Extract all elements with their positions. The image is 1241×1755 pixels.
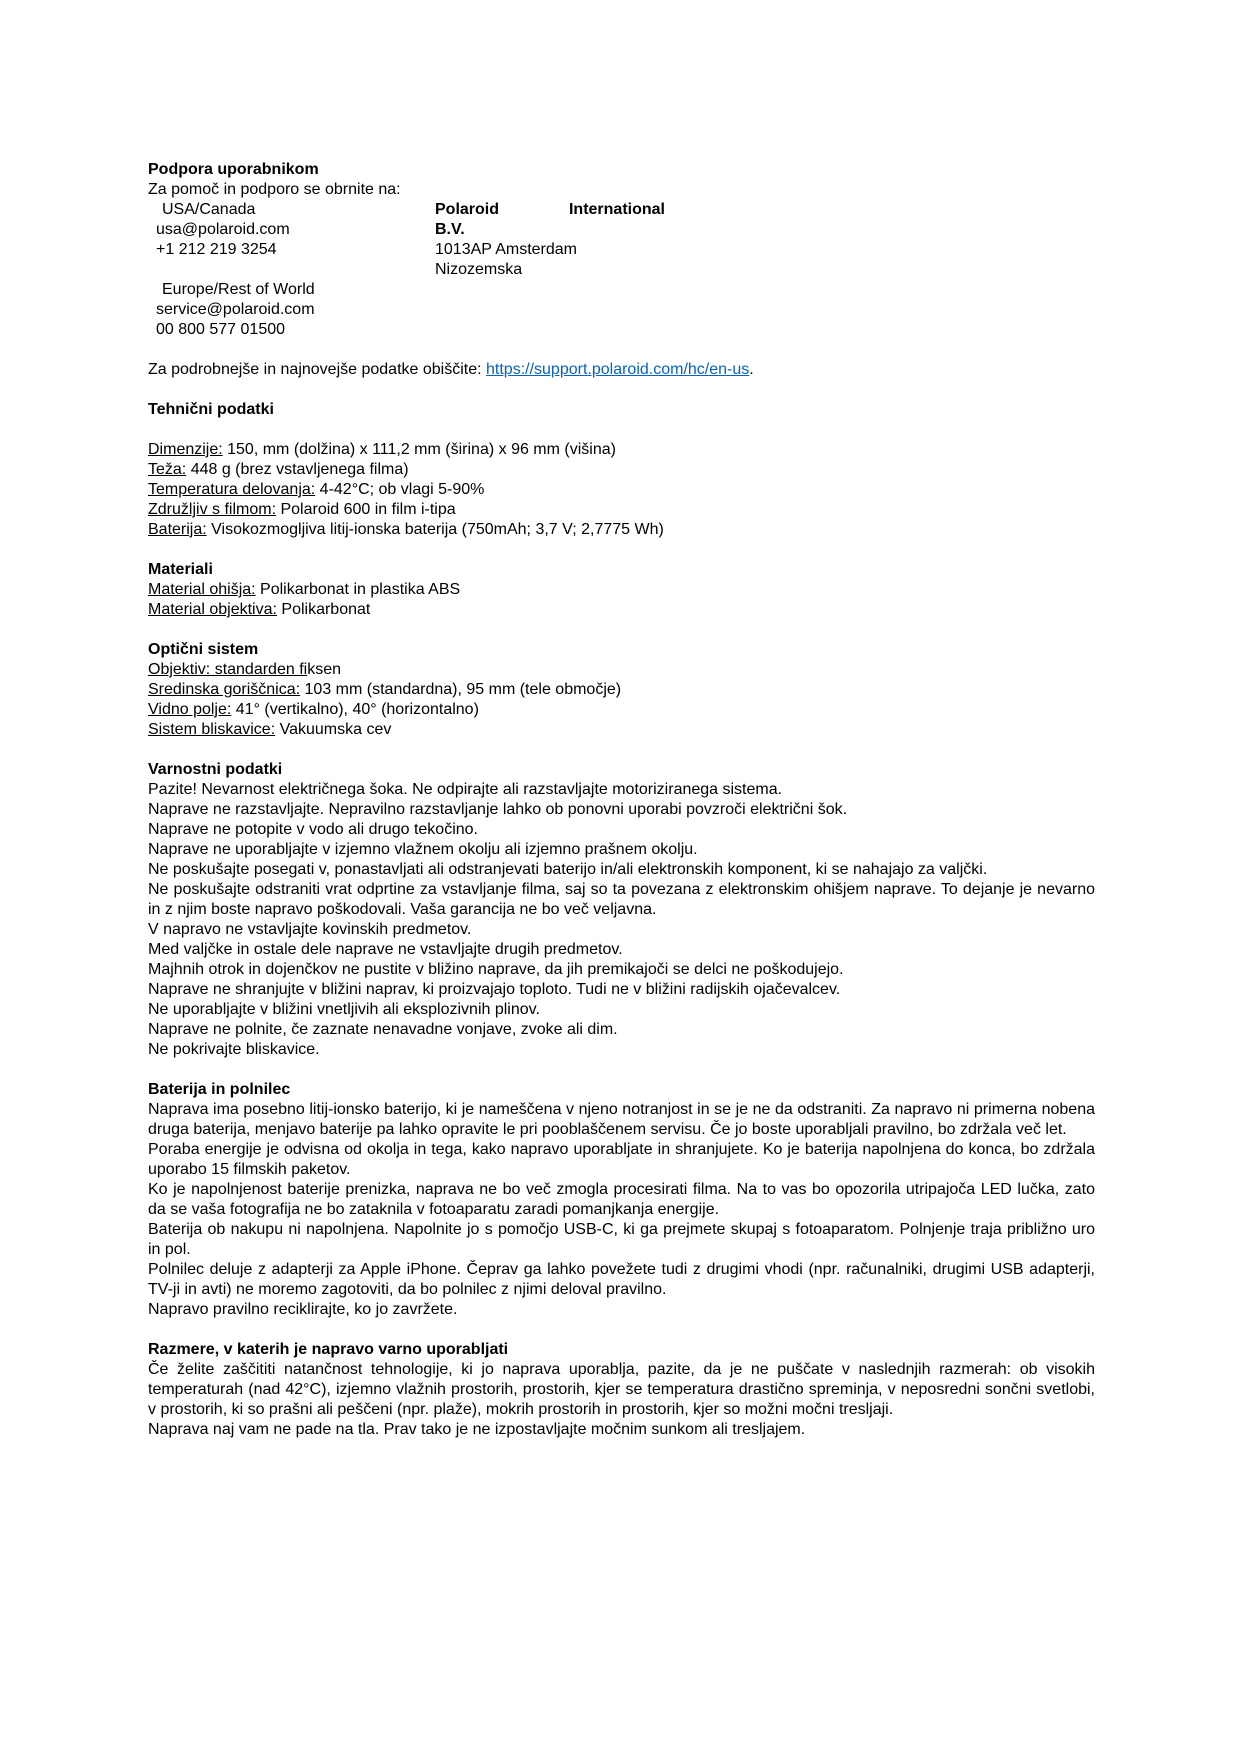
materials-heading: Materiali [148, 561, 213, 578]
support-url-link[interactable]: https://support.polaroid.com/hc/en-us [486, 361, 750, 378]
spec-line [148, 500, 1095, 520]
spec-value: Polikarbonat in plastika ABS [255, 581, 461, 598]
contact-region-europe: Europe/Rest of World [162, 281, 315, 298]
spec-line [148, 680, 1095, 700]
section-safety [148, 760, 1095, 1060]
contact-phone-europe: 00 800 577 01500 [156, 321, 286, 338]
spec-line [148, 720, 1095, 740]
conditions-paragraph: Naprava naj vam ne pade na tla. Prav tako je ne izpostavljajte močnim sunkom ali tresljajem. [148, 1421, 806, 1438]
section-conditions [148, 1340, 1095, 1440]
spec-line [148, 600, 1095, 620]
spec-value: Visokozmogljiva litij-ionska baterija (750mAh; 3,7 V; 2,7775 Wh) [206, 521, 664, 538]
conditions-paragraph: Če želite zaščititi natančnost tehnologije, ki jo naprava uporablja, pazite, da je ne puščate v naslednjih razmerah: ob visokih temperaturah (nad 42°C), izjemno vlažnih prostorih, prostorih, kjer se temperatura drastično spreminja, v neposredni sončni svetlobi, v prostorih, ki so prašni ali peščeni (npr. plaže), mokrih prostorih in prostorih, kjer so možni močni tresljaji. [148, 1361, 1095, 1418]
spec-value: 150, mm (dolžina) x 111,2 mm (širina) x 96 mm (višina) [222, 441, 616, 458]
contact-column-left [148, 200, 435, 340]
spec-value: Polikarbonat [276, 601, 371, 618]
spec-label: Teža: [148, 461, 187, 478]
safety-line: Med valjčke in ostale dele naprave ne vstavljajte drugih predmetov. [148, 941, 623, 958]
spec-value: 4-42°C; ob vlagi 5-90% [315, 481, 485, 498]
safety-line: Ne uporabljajte v bližini vnetljivih ali eksplozivnih plinov. [148, 1001, 540, 1018]
contact-region-usa: USA/Canada [162, 201, 256, 218]
section-tech [148, 400, 1095, 540]
spec-value: 41° (vertikalno), 40° (horizontalno) [231, 701, 479, 718]
safety-line: Ne pokrivajte bliskavice. [148, 1041, 320, 1058]
spec-label: Objektiv: standarden fi [148, 661, 308, 678]
support-intro: Za pomoč in podporo se obrnite na: [148, 181, 401, 198]
battery-paragraph: Baterija ob nakupu ni napolnjena. Napolnite jo s pomočjo USB-C, ki ga prejmete skupaj s fotoaparatom. Polnjenje traja približno uro in pol. [148, 1221, 1095, 1258]
spec-value: Vakuumska cev [275, 721, 392, 738]
more-info-prefix: Za podrobnejše in najnovejše podatke obiščite: [148, 361, 486, 378]
conditions-heading: Razmere, v katerih je napravo varno uporabljati [148, 1341, 509, 1358]
contact-table [148, 200, 1095, 340]
company-address-line2: Nizozemska [435, 261, 523, 278]
safety-line: Naprave ne shranjujte v bližini naprav, ki proizvajajo toploto. Tudi ne v bližini radijskih ojačevalcev. [148, 981, 841, 998]
spec-line [148, 520, 1095, 540]
contact-email-europe: service@polaroid.com [156, 301, 315, 318]
company-address-line1: 1013AP Amsterdam [435, 241, 578, 258]
spec-line [148, 440, 1095, 460]
safety-line: Majhnih otrok in dojenčkov ne pustite v bližino naprave, da jih premikajoči se delci ne poškodujejo. [148, 961, 844, 978]
safety-line: Naprave ne polnite, če zaznate nenavadne vonjave, zvoke ali dim. [148, 1021, 618, 1038]
section-support [148, 160, 1095, 380]
safety-line: Ne poskušajte odstraniti vrat odprtine za vstavljanje filma, saj so ta povezana z elektronskim ohišjem naprave. To dejanje je nevarno in z njim boste napravo poškodovali. Vaša garancija ne bo več veljavna. [148, 881, 1095, 918]
contact-phone-usa: +1 212 219 3254 [156, 241, 277, 258]
spec-label: Sistem bliskavice: [148, 721, 276, 738]
safety-line: Naprave ne potopite v vodo ali drugo tekočino. [148, 821, 478, 838]
battery-paragraph: Naprava ima posebno litij-ionsko baterijo, ki je nameščena v njeno notranjost in se je ne da odstraniti. Za napravo ni primerna nobena druga baterija, menjavo baterije pa lahko opravite le pri pooblaščenem servisu. Če jo boste uporabljali pravilno, bo zdržala več let. [148, 1101, 1095, 1138]
spec-label: Material ohišja: [148, 581, 256, 598]
company-name-word2: International [568, 201, 665, 218]
spec-label: Sredinska goriščnica: [148, 681, 301, 698]
spec-value: ksen [307, 661, 341, 678]
spec-label: Vidno polje: [148, 701, 232, 718]
safety-heading: Varnostni podatki [148, 761, 283, 778]
spec-line [148, 480, 1095, 500]
safety-line: Ne poskušajte posegati v, ponastavljati ali odstranjevati baterijo in/ali elektronskih komponent, ki se nahajajo za valjčki. [148, 861, 988, 878]
more-info-line [148, 360, 1095, 380]
company-name-suffix: B.V. [435, 221, 465, 238]
safety-line: Naprave ne razstavljajte. Nepravilno razstavljanje lahko ob ponovni uporabi povzroči električni šok. [148, 801, 848, 818]
spec-label: Material objektiva: [148, 601, 277, 618]
section-materials [148, 560, 1095, 620]
section-optics [148, 640, 1095, 740]
more-info-suffix: . [749, 361, 754, 378]
contact-email-usa: usa@polaroid.com [156, 221, 290, 238]
spec-value: 448 g (brez vstavljenega filma) [186, 461, 409, 478]
spec-line [148, 660, 1095, 680]
spec-line [148, 580, 1095, 600]
spec-label: Temperatura delovanja: [148, 481, 316, 498]
blank-line [156, 260, 435, 280]
company-name [435, 200, 665, 220]
safety-line: V napravo ne vstavljajte kovinskih predmetov. [148, 921, 472, 938]
spec-line [148, 460, 1095, 480]
tech-heading: Tehnični podatki [148, 401, 274, 418]
optics-heading: Optični sistem [148, 641, 259, 658]
safety-line: Naprave ne uporabljajte v izjemno vlažnem okolju ali izjemno prašnem okolju. [148, 841, 698, 858]
battery-paragraph: Napravo pravilno reciklirajte, ko jo zavržete. [148, 1301, 458, 1318]
section-battery [148, 1080, 1095, 1320]
spec-label: Dimenzije: [148, 441, 223, 458]
battery-paragraph: Poraba energije je odvisna od okolja in tega, kako napravo uporabljate in shranjujete. Ko je baterija napolnjena do konca, bo zdržala uporabo 15 filmskih paketov. [148, 1141, 1095, 1178]
spec-value: 103 mm (standardna), 95 mm (tele območje) [300, 681, 622, 698]
battery-paragraph: Polnilec deluje z adapterji za Apple iPhone. Čeprav ga lahko povežete tudi z drugimi vhodi (npr. računalniki, drugimi USB adapterji, TV-ji in avti) ne moremo zagotoviti, da bo polnilec z njimi deloval pravilno. [148, 1261, 1095, 1298]
support-heading: Podpora uporabnikom [148, 161, 319, 178]
spec-label: Združljiv s filmom: [148, 501, 277, 518]
contact-column-right [435, 200, 665, 340]
battery-paragraph: Ko je napolnjenost baterije prenizka, naprava ne bo več zmogla procesirati filma. Na to vas bo opozorila utripajoča LED lučka, zato da se vaša fotografija ne bo zataknila v fotoaparatu zaradi pomanjkanja energije. [148, 1181, 1095, 1218]
spec-value: Polaroid 600 in film i-tipa [276, 501, 456, 518]
battery-heading: Baterija in polnilec [148, 1081, 291, 1098]
safety-line: Pazite! Nevarnost električnega šoka. Ne odpirajte ali razstavljajte motoriziranega sistema. [148, 781, 783, 798]
spec-label: Baterija: [148, 521, 207, 538]
company-name-word1: Polaroid [435, 201, 500, 218]
spec-line [148, 700, 1095, 720]
